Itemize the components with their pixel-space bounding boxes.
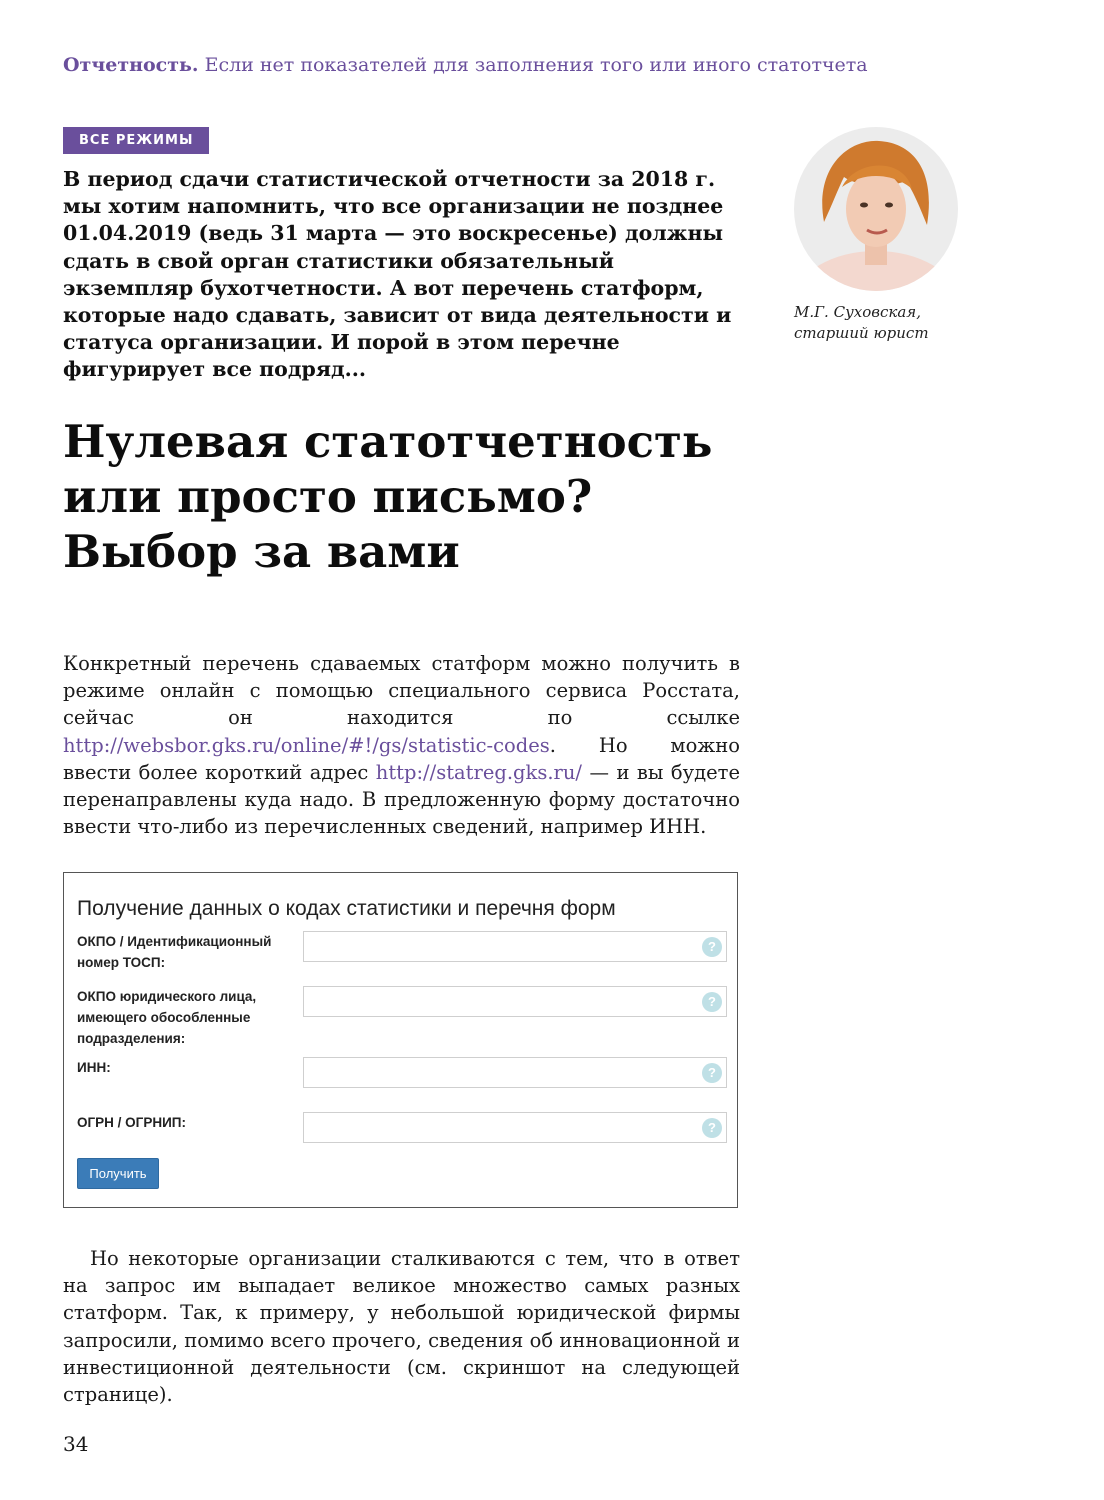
- page-number: 34: [63, 1432, 89, 1456]
- title-line-3: Выбор за вами: [63, 525, 460, 578]
- inn-input[interactable]: [303, 1057, 727, 1088]
- author-portrait-icon: [794, 127, 958, 291]
- ogrn-input[interactable]: [303, 1112, 727, 1143]
- get-data-button[interactable]: Получить: [77, 1158, 159, 1189]
- author-caption: [794, 302, 1014, 344]
- title-line-1: Нулевая статотчетность: [63, 415, 713, 468]
- lead-paragraph: В период сдачи статистической отчетности за 2018 г. мы хотим напомнить, что все организации не позднее 01.04.2019 (ведь 31 марта — это воскресенье) должны сдать в свой орган статистики обязательный экземпляр бухотчетности. А вот перечень статформ, которые надо сдавать, зависит от вида деятельности и статуса организации. И порой в этом перечне фигурирует все подряд...: [63, 167, 732, 382]
- label-inn: ИНН:: [77, 1060, 111, 1075]
- header-section: Отчетность.: [63, 54, 199, 76]
- label-ogrn: ОГРН / ОГРНИП:: [77, 1115, 186, 1130]
- author-position: старший юрист: [794, 324, 929, 342]
- article-title: [63, 414, 783, 579]
- paragraph1-text-a: Конкретный перечень сдаваемых статформ можно получить в режиме онлайн с помощью специального сервиса Росстата, сейчас он находится по ссылке: [63, 652, 740, 730]
- help-icon[interactable]: ?: [702, 1118, 722, 1138]
- link-websbor[interactable]: http://websbor.gks.ru/online/#!/gs/statistic-codes: [63, 733, 550, 757]
- statistics-codes-form-screenshot: [63, 872, 738, 1208]
- body-paragraph-2: Но некоторые организации сталкиваются с тем, что в ответ на запрос им выпадает великое множество самых разных статформ. Так, к примеру, у небольшой юридической фирмы запросили, помимо всего прочего, сведения об инновационной и инвестиционной деятельности (см. скриншот на следующей странице).: [63, 1247, 740, 1407]
- category-tag: ВСЕ РЕЖИМЫ: [63, 127, 209, 154]
- okpo-tosp-input[interactable]: [303, 931, 727, 962]
- okpo-legal-entity-input[interactable]: [303, 986, 727, 1017]
- running-header: [63, 54, 1063, 76]
- paragraph1-text-b: . Но можно ввести более короткий адрес: [63, 733, 740, 784]
- title-line-2: или просто письмо?: [63, 470, 593, 523]
- label-okpo-tosp: ОКПО / Идентификационный номер ТОСП:: [77, 934, 272, 970]
- label-okpo-legal-entity: ОКПО юридического лица, имеющего обособленные подразделения:: [77, 989, 257, 1046]
- form-title: Получение данных о кодах статистики и перечня форм: [77, 897, 616, 920]
- help-icon[interactable]: ?: [702, 937, 722, 957]
- help-icon[interactable]: ?: [702, 992, 722, 1012]
- help-icon[interactable]: ?: [702, 1063, 722, 1083]
- header-subtitle: Если нет показателей для заполнения того или иного статотчета: [204, 54, 868, 76]
- body-paragraph-1: [63, 650, 740, 840]
- author-name: М.Г. Суховская,: [794, 303, 921, 321]
- paragraph1-text-c: — и вы будете перенаправлены куда надо. В предложенную форму достаточно ввести что-либо из перечисленных сведений, например ИНН.: [63, 760, 740, 839]
- link-statreg[interactable]: http://statreg.gks.ru/: [375, 760, 582, 784]
- author-photo: [794, 127, 958, 291]
